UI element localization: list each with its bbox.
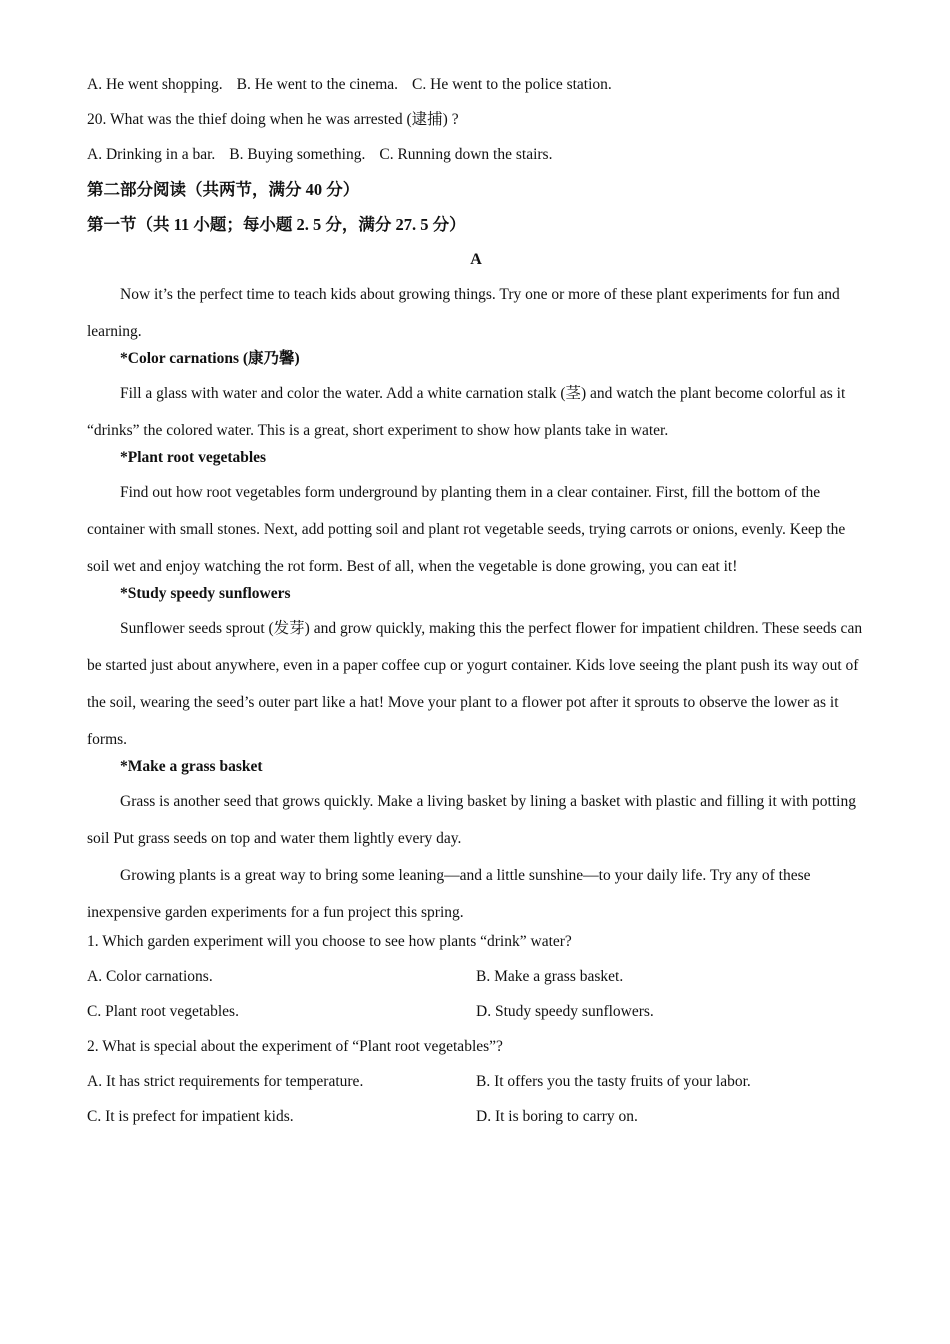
experiment-title: *Color carnations (康乃馨) — [120, 350, 300, 367]
q19-option-a: A. He went shopping. — [87, 76, 223, 93]
intro-paragraph: Now it’s the perfect time to teach kids about growing things. Try one or more of these plant experiments for fun and learning. — [87, 286, 840, 340]
question-1: 1. Which garden experiment will you choose to see how plants “drink” water? — [87, 933, 572, 950]
experiment-title: *Study speedy sunflowers — [120, 585, 291, 602]
q2-option-b: B. It offers you the tasty fruits of your labor. — [476, 1073, 751, 1090]
closing-paragraph: Growing plants is a great way to bring some leaning—and a little sunshine—to your daily life. Try any of these inexpensive garden experiments for a fun project this spring. — [87, 867, 811, 921]
experiment-text: Find out how root vegetables form underground by planting them in a clear container. First, fill the bottom of the container with small stones. Next, add potting soil and plant rot vegetable seeds, trying carrots or onions, evenly. Keep the soil wet and enjoy watching the rot form. Best of all, when the vegetable is done growing, you can eat it! — [87, 484, 846, 575]
q1-option-b: B. Make a grass basket. — [476, 968, 624, 985]
q2-option-d: D. It is boring to carry on. — [476, 1108, 638, 1125]
q1-option-a: A. Color carnations. — [87, 968, 213, 985]
q20-question: 20. What was the thief doing when he was arrested (逮捕) ? — [87, 111, 459, 128]
experiment-text: Sunflower seeds sprout (发芽) and grow quickly, making this the perfect flower for impatient children. These seeds can be started just about anywhere, even in a paper coffee cup or yogurt container. Kids love seeing the plant push its way out of the soil, wearing the seed’s outer part like a hat! Move your plant to a flower pot after it sprouts to observe the lower as it forms. — [87, 620, 863, 748]
section1-heading: 第一节（共 11 小题；每小题 2. 5 分，满分 27. 5 分） — [87, 215, 466, 234]
question-1-options-row-2 — [87, 1001, 865, 1023]
experiment-text: Fill a glass with water and color the water. Add a white carnation stalk (茎) and watch the plant become colorful as it “drinks” the colored water. This is a great, short experiment to show how plants take in water. — [87, 385, 846, 439]
experiment-text: Grass is another seed that grows quickly. Make a living basket by lining a basket with plastic and filling it with potting soil Put grass seeds on top and water them lightly every day. — [87, 793, 856, 847]
question-1-options-row-1 — [87, 966, 865, 988]
q19-options — [87, 74, 865, 96]
q1-option-d: D. Study speedy sunflowers. — [476, 1003, 654, 1020]
question-2-options-row-1 — [87, 1071, 865, 1093]
question-2: 2. What is special about the experiment of “Plant root vegetables”? — [87, 1038, 503, 1055]
question-2-options-row-2 — [87, 1106, 865, 1128]
q2-option-c: C. It is prefect for impatient kids. — [87, 1108, 294, 1125]
q19-option-b: B. He went to the cinema. — [236, 76, 399, 93]
experiment-title: *Plant root vegetables — [120, 449, 267, 466]
exam-page — [87, 74, 865, 1141]
experiment-title: *Make a grass basket — [120, 758, 263, 775]
part2-heading: 第二部分阅读（共两节，满分 40 分） — [87, 180, 360, 199]
q20-option-c: C. Running down the stairs. — [379, 146, 553, 163]
q1-option-c: C. Plant root vegetables. — [87, 1003, 239, 1020]
q20-options — [87, 144, 865, 166]
q20-option-a: A. Drinking in a bar. — [87, 146, 216, 163]
q2-option-a: A. It has strict requirements for temperature. — [87, 1073, 364, 1090]
passage-label: A — [470, 251, 482, 268]
q20-option-b: B. Buying something. — [229, 146, 366, 163]
q19-option-c: C. He went to the police station. — [412, 76, 612, 93]
